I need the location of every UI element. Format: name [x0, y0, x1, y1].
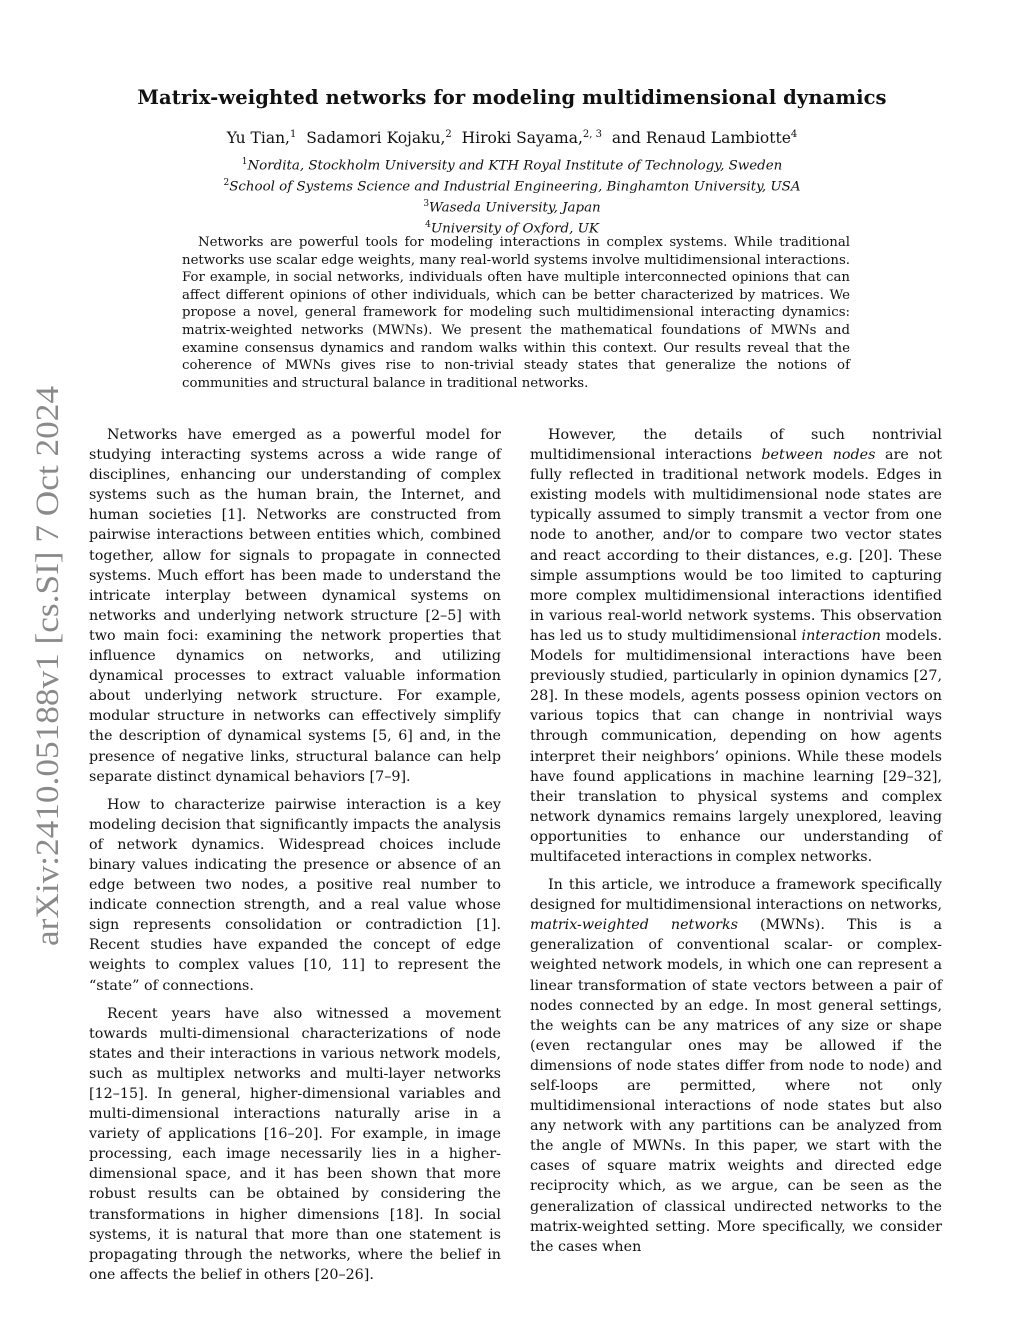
body-right-column: [530, 425, 942, 1265]
affiliation: $^1$Nordita, Stockholm University and KTH Royal Institute of Technology, Sweden: [241, 157, 783, 174]
author: Sadamori Kojaku,$^2$: [306, 129, 452, 148]
body-paragraph: However, the details of such nontrivial multidimensional interactions between nodes are not fully reflected in traditional network models. Edges in existing models with multidimensional node states are typically assumed to simply transmit a vector from one node to another, and/or to compare two vector states and react according to their distances, e.g. [20]. These simple assumptions would be too limited to capturing more complex multidimensional interactions identified in various real-world network systems. This observation has led us to study multidimensional interaction models. Models for multidimensional interactions have been previously studied, particularly in opinion dynamics [27, 28]. In these models, agents possess opinion vectors on various topics that can change in nontrivial ways through communication, depending on how agents interpret their neighbors’ opinions. While these models have found applications in machine learning [29–32], their translation to physical systems and complex network dynamics remains largely unexplored, leaving opportunities to enhance our understanding of multifaceted interactions in complex networks.: [530, 427, 943, 865]
author: Yu Tian,$^1$: [226, 129, 297, 148]
author: and Renaud Lambiotte$^4$: [611, 129, 798, 148]
body-paragraph: Networks have emerged as a powerful model for studying interacting systems across a wide range of disciplines, enhancing our understanding of complex systems such as the human brain, the Internet, and human societies [1]. Networks are constructed from pairwise interactions between entities which, combined together, allow for signals to propagate in connected systems. Much effort has been made to understand the intricate interplay between dynamical systems on networks and underlying network structure [2–5] with two main foci: examining the network properties that influence dynamics on networks, and utilizing dynamical processes to extract valuable information about underlying network structure. For example, modular structure in networks can effectively simplify the description of dynamical systems [5, 6] and, in the presence of negative links, structural balance can help separate distinct dynamical behaviors [7–9].: [89, 427, 501, 785]
body-paragraph: In this article, we introduce a framework specifically designed for multidimensional interactions on networks, matrix-weighted networks (MWNs). This is a generalization of conventional scalar- or complex-weighted network models, in which one can represent a linear transformation of state vectors between a pair of nodes connected by an edge. In most general settings, the weights can be any matrices of any size or shape (even rectangular ones may be allowed if the dimensions of node states differ from node to node) and self-loops are permitted, where not only multidimensional interactions of node states but also any network with any partitions can be analyzed from the angle of MWNs. In this paper, we start with the cases of square matrix weights and directed edge reciprocity which, as we argue, can be seen as the generalization of classical undirected networks to the matrix-weighted setting. More specifically, we consider the cases when: [530, 877, 942, 1255]
arxiv-id-text: arXiv:2410.05188v1 [cs.SI] 7 Oct 2024: [30, 421, 66, 946]
affiliation: $^3$Waseda University, Japan: [423, 198, 601, 216]
emphasis: between nodes: [761, 447, 876, 464]
body-paragraph: How to characterize pairwise interaction is a key modeling decision that significantly impacts the analysis of network dynamics. Widespread choices include binary values indicating the presence or absence of an edge between two nodes, a positive real number to indicate connection strength, and a real value whose sign represents consolidation or contradiction [1]. Recent studies have expanded the concept of edge weights to complex values [10, 11] to represent the “state” of connections.: [89, 796, 501, 994]
arxiv-side-identifier: [6, 380, 80, 950]
arxiv-id-svg: [6, 380, 80, 950]
emphasis: matrix-weighted networks: [530, 917, 738, 934]
paper-title: Matrix-weighted networks for modeling multidimensional dynamics: [137, 86, 887, 109]
body-paragraph: Recent years have also witnessed a movement towards multi-dimensional characterizations of node states and their interactions in various network models, such as multiplex networks and multi-layer networks [12–15]. In general, higher-dimensional variables and multi-dimensional interactions naturally arise in a variety of applications [16–20]. For example, in image processing, each image necessarily lies in a higher-dimensional space, and it has been shown that more robust results can be obtained by considering the transformations in higher dimensions [18]. In social systems, it is natural that more than one statement is propagating through the networks, where the belief in one affects the belief in others [20–26].: [89, 1005, 501, 1283]
affiliation-list: [0, 154, 1024, 238]
author-list: [0, 129, 1024, 147]
body-left-column: [89, 425, 501, 1293]
affiliation: $^4$University of Oxford, UK: [425, 219, 599, 237]
affiliation: $^2$School of Systems Science and Industrial Engineering, Binghamton University, USA: [223, 177, 801, 195]
abstract: Networks are powerful tools for modeling interactions in complex systems. While traditional networks use scalar edge weights, many real-world systems involve multidimensional interactions. For example, in social networks, individuals often have multiple interconnected opinions that can affect different opinions of other individuals, which can be better characterized by matrices. We propose a novel, general framework for modeling such multidimensional interacting dynamics: matrix-weighted networks (MWNs). We present the mathematical foundations of MWNs and examine consensus dynamics and random walks within this context. Our results reveal that the coherence of MWNs gives rise to non-trivial steady states that generalize the notions of communities and structural balance in traditional networks.: [182, 235, 850, 391]
emphasis: interaction: [801, 627, 882, 644]
author: Hiroki Sayama,$^{2, 3}$: [461, 129, 602, 148]
